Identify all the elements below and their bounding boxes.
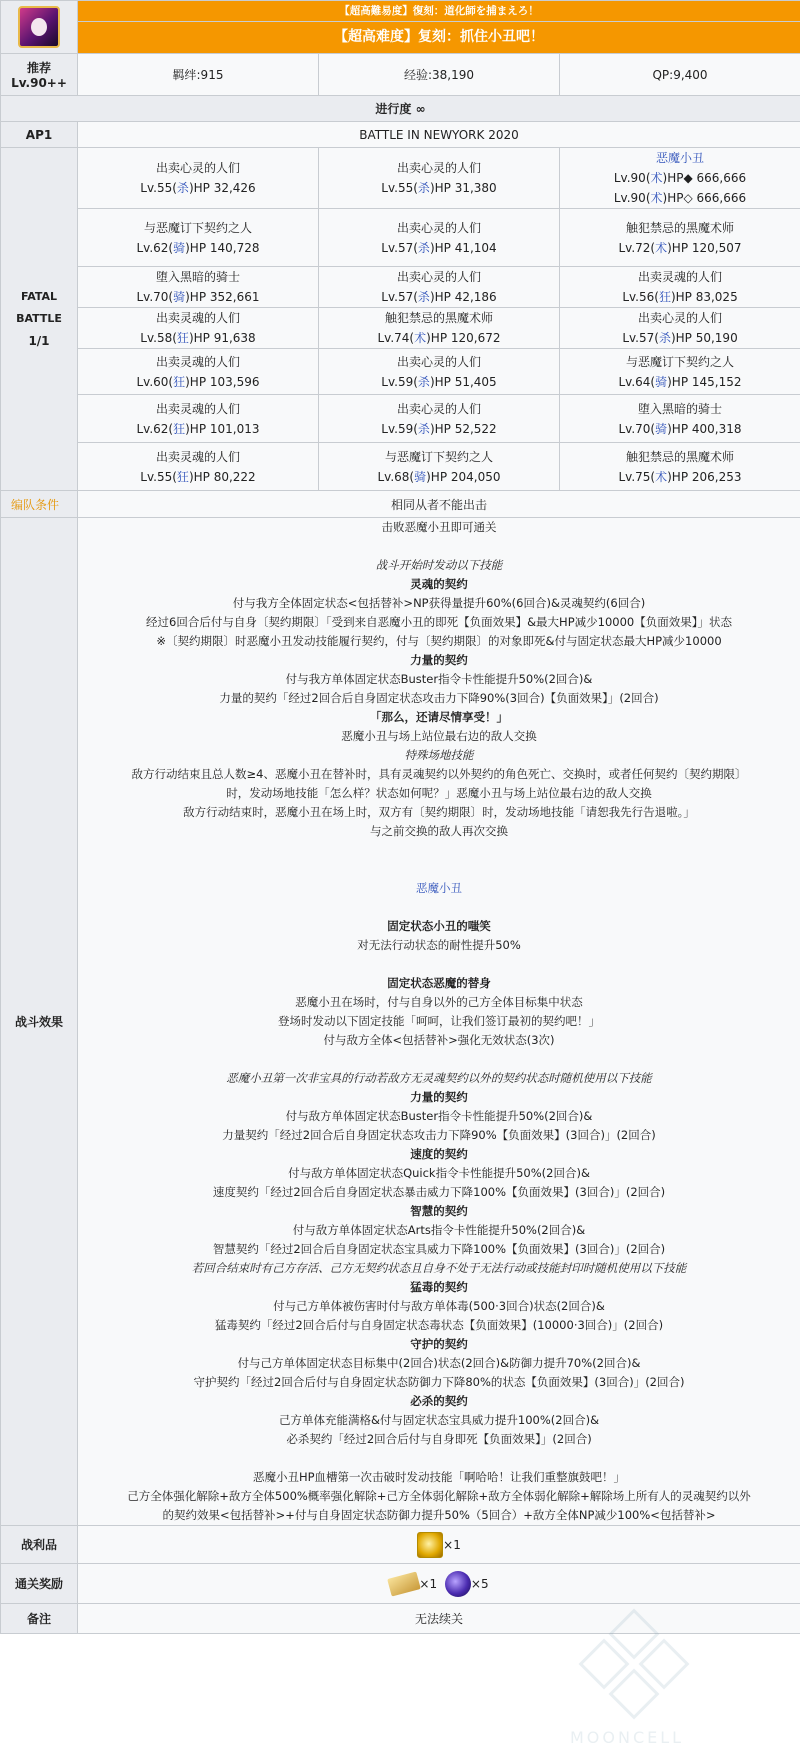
enemy-level: Lv.56( [622, 290, 659, 304]
enemy-cell [560, 349, 800, 395]
enemy-name: 触犯禁忌的黑魔术师 [626, 220, 735, 235]
effect-line: ※〔契约期限〕时恶魔小丑发动技能履行契约，付与〔契约期限〕的对象即死&付与固定状态最大HP减少10000 [156, 634, 722, 648]
enemy-class-link[interactable]: 狂 [176, 331, 189, 345]
skill-quote: 「那么，还请尽情享受！」 [370, 710, 508, 724]
effect-line: 猛毒契约「经过2回合后付与自身固定状态毒状态【负面效果】(10000·3回合)」(2回合) [214, 1318, 664, 1332]
enemy-name: 出卖心灵的人们 [155, 161, 240, 175]
enemy-level: Lv.62( [136, 421, 174, 436]
battle-name: BATTLE IN NEWYORK 2020 [78, 122, 800, 148]
enemy-cell [560, 395, 800, 443]
watermark-text: MOONCELL [570, 1728, 685, 1747]
enemy-hp: )HP◇ 666,666 [662, 191, 747, 205]
enemy-hp: )HP 120,672 [426, 331, 501, 345]
effect-heading: 战斗开始时发动以下技能 [375, 558, 503, 572]
enemy-class-link[interactable]: 狂 [176, 469, 189, 484]
enemy-hp: )HP 400,318 [667, 421, 742, 436]
effect-line: 恶魔小丑在场时，付与自身以外的己方全体目标集中状态 [295, 995, 583, 1009]
enemy-class-link[interactable]: 术 [655, 240, 668, 255]
effect-line: 与之前交换的敌人再次交换 [370, 824, 508, 838]
enemy-class-link[interactable]: 骑 [655, 421, 668, 436]
enemy-level: Lv.59( [381, 421, 418, 436]
enemy-name: 出卖心灵的人们 [638, 311, 723, 325]
enemy-name: 出卖心灵的人们 [396, 161, 481, 175]
enemy-level: Lv.55( [140, 181, 177, 195]
skill-name: 猛毒的契约 [410, 1280, 468, 1294]
effect-line: 力量契约「经过2回合后自身固定状态攻击力下降90%【负面效果】(3回合)」(2回合) [222, 1128, 656, 1142]
recommend-level-cell [1, 54, 78, 96]
enemy-name: 触犯禁忌的黑魔术师 [626, 449, 735, 464]
enemy-cell [78, 308, 319, 349]
effect-heading: 恶魔小丑第一次非宝具的行动若敌方无灵魂契约以外的契约状态时随机使用以下技能 [226, 1071, 652, 1085]
effect-line: 守护契约「经过2回合后付与自身固定状态防御力下降80%的状态【负面效果】(3回合)」(2回合) [193, 1375, 685, 1389]
quest-subtitle: 【超高難易度】復刻：道化師を捕まえろ！ [78, 1, 800, 22]
clear-reward-content [78, 1564, 800, 1604]
enemy-level: Lv.72( [618, 240, 656, 255]
formation-label-cell [1, 491, 78, 518]
enemy-level: Lv.60( [136, 374, 174, 389]
effect-line: 付与敌方全体<包括替补>强化无效状态(3次) [323, 1033, 555, 1047]
enemy-cell [319, 308, 560, 349]
enemy-hp: )HP 52,522 [429, 421, 497, 436]
effect-line: 恶魔小丑HP血槽第一次击破时发动技能「啊哈哈！让我们重整旗鼓吧！」 [252, 1470, 626, 1484]
skill-name: 智慧的契约 [410, 1204, 468, 1218]
enemy-hp: )HP 31,380 [429, 181, 497, 195]
enemy-hp: )HP 204,050 [426, 469, 501, 484]
enemy-cell [319, 267, 560, 308]
enemy-name: 出卖心灵的人们 [396, 220, 481, 235]
effect-line: 己方全体强化解除+敌方全体500%概率强化解除+己方全体弱化解除+敌方全体弱化解除+解除场上所有人的灵魂契约以外 [127, 1489, 751, 1503]
enemy-hp: )HP 42,186 [429, 290, 497, 304]
effect-line: 必杀契约「经过2回合后付与自身即死【负面效果】」(2回合) [286, 1432, 592, 1446]
enemy-hp: )HP 50,190 [670, 331, 738, 345]
enemy-cell [78, 349, 319, 395]
progress-row: 进行度 ∞ [1, 96, 800, 122]
enemy-name: 出卖灵魂的人们 [155, 401, 240, 416]
enemy-class-link[interactable]: 杀 [176, 181, 189, 195]
loot-item[interactable] [417, 1532, 461, 1558]
enemy-hp: )HP 206,253 [667, 469, 742, 484]
enemy-level: Lv.74( [377, 331, 415, 345]
enemy-class-link[interactable]: 骑 [173, 240, 186, 255]
effect-line: 己方单体充能满格&付与固定状态宝具威力提升100%(2回合)& [278, 1413, 600, 1427]
recommend-label: 推荐 [26, 61, 51, 75]
enemy-cell [319, 443, 560, 491]
enemy-cell [319, 349, 560, 395]
notes-value: 无法续关 [78, 1604, 800, 1634]
enemy-hp: )HP 352,661 [185, 290, 260, 304]
battle-line: BATTLE [16, 312, 62, 325]
effect-heading: 若回合结束时有己方存活、己方无契约状态且自身不处于无法行动或技能封印时随机使用以下技能 [191, 1261, 687, 1275]
recommend-level: Lv.90++ [11, 76, 67, 90]
enemy-hp: )HP◆ 666,666 [662, 171, 747, 185]
enemy-cell [78, 209, 319, 267]
loot-label: 战利品 [1, 1526, 78, 1564]
enemy-level: Lv.57( [381, 240, 418, 255]
effect-line: 付与己方单体固定状态目标集中(2回合)状态(2回合)&防御力提升70%(2回合)& [237, 1356, 641, 1370]
orb-count: ×5 [470, 1576, 489, 1591]
effect-line: 的契约效果<包括替补>+付与自身固定状态防御力提升50%（5回合）+敌方全体NP减少100%<包括替补> [162, 1508, 716, 1522]
wave-count: 1/1 [28, 334, 50, 348]
enemy-class-link[interactable]: 狂 [658, 290, 671, 304]
enemy-level: Lv.75( [618, 469, 656, 484]
enemy-cell [319, 395, 560, 443]
effect-line: 付与我方全体固定状态<包括替补>NP获得量提升60%(6回合)&灵魂契约(6回合) [232, 596, 646, 610]
enemy-hp: )HP 101,013 [185, 421, 260, 436]
effect-line: 智慧契约「经过2回合后自身固定状态宝具威力下降100%【负面效果】(3回合)」(2回合) [212, 1242, 666, 1256]
enemy-cell [78, 395, 319, 443]
enemy-name: 出卖心灵的人们 [396, 270, 481, 284]
enemy-level: Lv.90( [613, 171, 651, 185]
enemy-name: 与恶魔订下契约之人 [143, 220, 252, 235]
enemy-name: 触犯禁忌的黑魔术师 [384, 311, 493, 325]
boss-enemy-cell [560, 148, 800, 209]
notes-label: 备注 [1, 1604, 78, 1634]
enemy-name: 与恶魔订下契约之人 [384, 449, 493, 464]
loot-content [78, 1526, 800, 1564]
bond-value: 羁绊:915 [78, 54, 319, 96]
effect-line: 付与敌方单体固定状态Arts指令卡性能提升50%(2回合)& [292, 1223, 586, 1237]
enemy-level: Lv.55( [381, 181, 418, 195]
enemy-class-link[interactable]: 骑 [655, 374, 668, 389]
enemy-class-link[interactable]: 杀 [417, 374, 430, 389]
enemy-class-link[interactable]: 杀 [417, 421, 430, 436]
enemy-hp: )HP 83,025 [670, 290, 738, 304]
enemy-level: Lv.55( [140, 469, 177, 484]
enemy-name: 堕入黑暗的骑士 [638, 401, 723, 416]
skill-name: 固定状态恶魔的替身 [387, 976, 491, 990]
enemy-class-link[interactable]: 骑 [173, 290, 186, 304]
effect-line: 恶魔小丑与场上站位最右边的敌人交换 [341, 729, 537, 743]
skill-name: 速度的契约 [410, 1147, 468, 1161]
qp-value: QP:9,400 [560, 54, 800, 96]
enemy-hp: )HP 91,638 [188, 331, 256, 345]
enemy-class-link[interactable]: 狂 [173, 374, 186, 389]
enemy-cell [78, 443, 319, 491]
enemy-hp: )HP 80,222 [188, 469, 256, 484]
enemy-name: 出卖灵魂的人们 [155, 311, 240, 325]
enemy-class-link[interactable]: 杀 [417, 181, 430, 195]
enemy-class-link[interactable]: 术 [650, 171, 663, 185]
fatal-battle-label [1, 148, 78, 491]
enemy-class-link[interactable]: 杀 [417, 240, 430, 255]
enemy-level: Lv.62( [136, 240, 174, 255]
enemy-level: Lv.57( [622, 331, 659, 345]
skill-name: 必杀的契约 [410, 1394, 468, 1408]
enemy-level: Lv.70( [618, 421, 656, 436]
enemy-class-link[interactable]: 术 [650, 191, 663, 205]
reward-item[interactable] [389, 1575, 437, 1593]
enemy-name: 出卖灵魂的人们 [155, 354, 240, 369]
ticket-icon[interactable] [388, 1571, 422, 1596]
skill-name: 固定状态小丑的嗤笑 [387, 919, 491, 933]
enemy-hp: )HP 140,728 [185, 240, 260, 255]
enemy-class-link[interactable]: 杀 [658, 331, 671, 345]
enemy-cell [78, 148, 319, 209]
enemy-name: 堕入黑暗的骑士 [155, 270, 240, 284]
purple-orb-icon[interactable] [445, 1571, 471, 1597]
enemy-level: Lv.90( [613, 191, 651, 205]
enemy-cell [560, 209, 800, 267]
effect-line: 速度契约「经过2回合后自身固定状态暴击威力下降100%【负面效果】(3回合)」(2回合) [212, 1185, 666, 1199]
enemy-name: 出卖灵魂的人们 [638, 270, 723, 284]
clear-reward-label: 通关奖励 [1, 1564, 78, 1604]
fatal-line: FATAL [20, 290, 58, 303]
effect-heading: 特殊场地技能 [404, 748, 474, 762]
effect-line: 敌方行动结束时，恶魔小丑在场上时，双方有〔契约期限〕时，发动场地技能「请恕我先行告退啦。」 [183, 805, 695, 819]
enemy-hp: )HP 145,152 [667, 374, 742, 389]
effect-line: 登场时发动以下固定技能「呵呵，让我们签订最初的契约吧！」 [278, 1014, 600, 1028]
enemy-level: Lv.59( [381, 374, 418, 389]
enemy-cell [560, 308, 800, 349]
enemy-hp: )HP 103,596 [185, 374, 260, 389]
enemy-class-link[interactable]: 骑 [414, 469, 427, 484]
effect-line: 付与己方单体被伤害时付与敌方单体毒(500·3回合)状态(2回合)& [273, 1299, 605, 1313]
enemy-cell [560, 267, 800, 308]
battle-effect-label: 战斗效果 [1, 518, 78, 1526]
enemy-level: Lv.70( [136, 290, 174, 304]
reward-item[interactable] [445, 1571, 489, 1597]
formation-label[interactable]: 编队条件 [11, 497, 60, 512]
formation-value: 相同从者不能出击 [78, 491, 800, 518]
enemy-class-link[interactable]: 术 [414, 331, 427, 345]
skill-name: 力量的契约 [410, 653, 468, 667]
enemy-hp: )HP 41,104 [429, 240, 497, 255]
effect-line: 时，发动场地技能「怎么样？状态如何呢？」恶魔小丑与场上站位最右边的敌人交换 [226, 786, 652, 800]
enemy-level: Lv.57( [381, 290, 418, 304]
enemy-level: Lv.64( [618, 374, 656, 389]
effect-line: 付与我方单体固定状态Buster指令卡性能提升50%(2回合)& [285, 672, 593, 686]
gold-statue-icon[interactable] [417, 1532, 443, 1558]
enemy-hp: )HP 120,507 [667, 240, 742, 255]
exp-value: 经验:38,190 [319, 54, 560, 96]
skill-name: 守护的契约 [410, 1337, 468, 1351]
enemy-hp: )HP 51,405 [429, 374, 497, 389]
quest-icon-cell [1, 1, 78, 54]
enemy-name: 出卖灵魂的人们 [155, 449, 240, 464]
enemy-cell [78, 267, 319, 308]
enemy-name: 出卖心灵的人们 [396, 354, 481, 369]
enemy-name: 出卖心灵的人们 [396, 401, 481, 416]
enemy-class-link[interactable]: 杀 [417, 290, 430, 304]
effect-line: 力量的契约「经过2回合后自身固定状态攻击力下降90%(3回合)【负面效果】」(2回合) [219, 691, 659, 705]
enemy-level: Lv.68( [377, 469, 415, 484]
quest-title: 【超高难度】复刻：抓住小丑吧！ [78, 22, 800, 54]
ap-label: AP1 [1, 122, 78, 148]
enemy-cell [319, 148, 560, 209]
effect-line: 击败恶魔小丑即可通关 [381, 520, 497, 534]
effect-line: 对无法行动状态的耐性提升50% [357, 938, 521, 952]
enemy-class-link[interactable]: 狂 [173, 421, 186, 436]
effect-line: 付与敌方单体固定状态Quick指令卡性能提升50%(2回合)& [288, 1166, 590, 1180]
enemy-level: Lv.58( [140, 331, 177, 345]
skill-name: 力量的契约 [410, 1090, 468, 1104]
battle-effect-content [78, 518, 800, 1526]
skill-name: 灵魂的契约 [410, 577, 468, 591]
boss-name-link[interactable]: 恶魔小丑 [416, 881, 462, 895]
boss-name-link[interactable]: 恶魔小丑 [656, 151, 705, 165]
effect-line: 经过6回合后付与自身〔契约期限〕「受到来自恶魔小丑的即死【负面效果】&最大HP减少10000【负面效果】」状态 [146, 615, 732, 629]
loot-count: ×1 [443, 1537, 461, 1552]
clown-portrait-icon [18, 6, 60, 48]
effect-line: 敌方行动结束且总人数≥4、恶魔小丑在替补时，具有灵魂契约以外契约的角色死亡、交换时，或者任何契约〔契约期限〕 [131, 767, 747, 781]
ticket-count: ×1 [419, 1576, 438, 1591]
enemy-cell [560, 443, 800, 491]
enemy-class-link[interactable]: 术 [655, 469, 668, 484]
enemy-cell [319, 209, 560, 267]
enemy-hp: )HP 32,426 [188, 181, 256, 195]
enemy-name: 与恶魔订下契约之人 [626, 354, 735, 369]
effect-line: 付与敌方单体固定状态Buster指令卡性能提升50%(2回合)& [285, 1109, 593, 1123]
